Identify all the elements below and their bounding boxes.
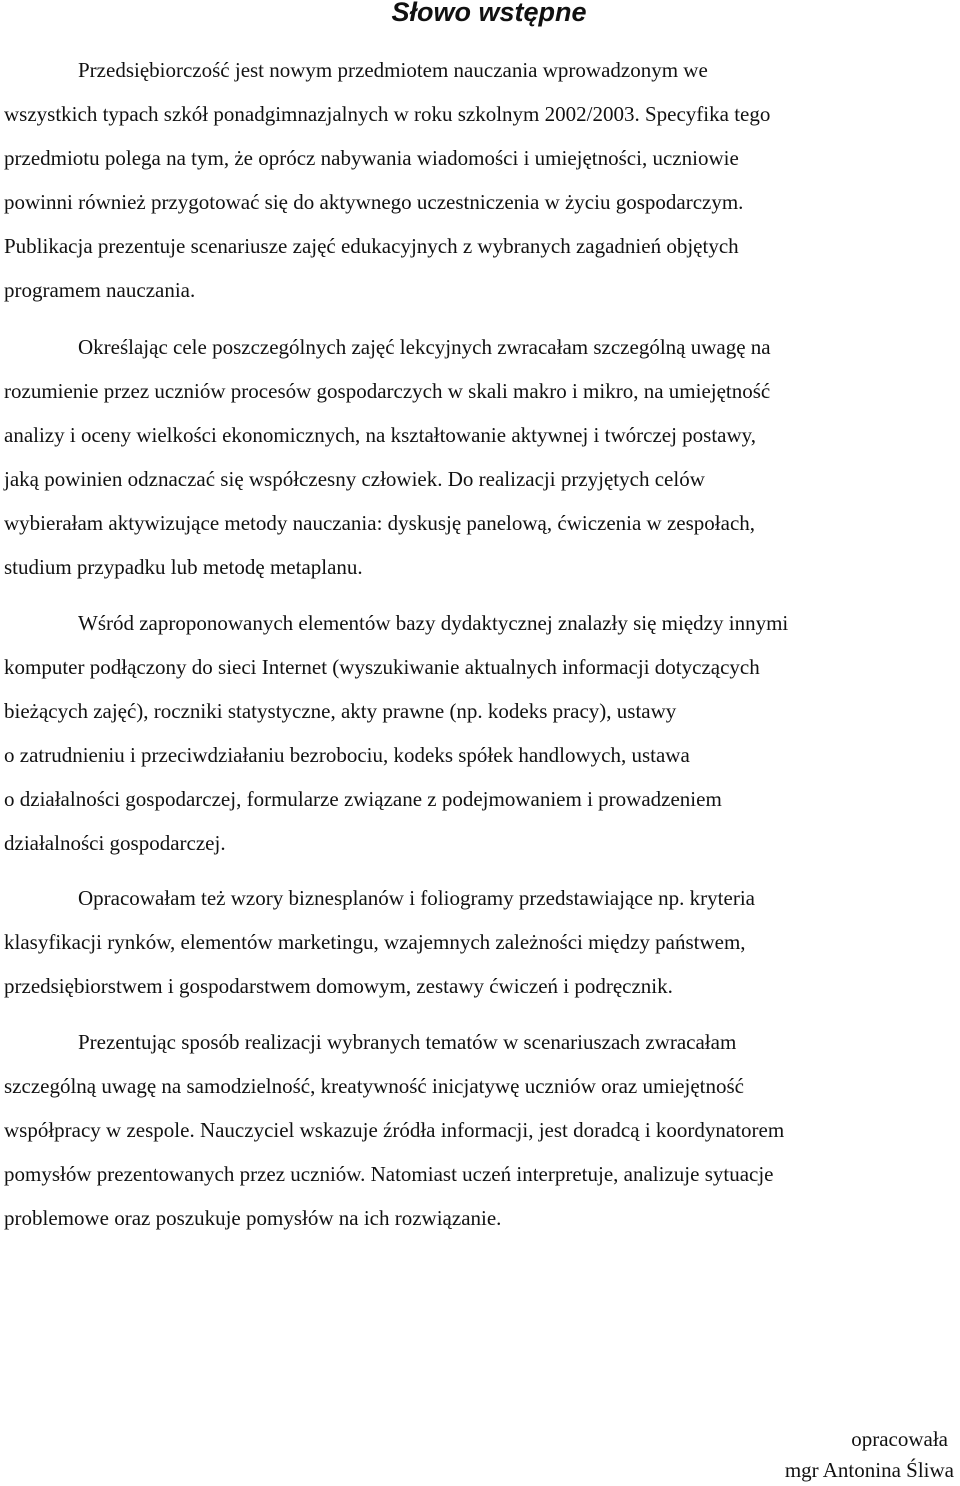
text-line: bieżących zajęć), roczniki statystyczne, akty prawne (np. kodeks pracy), ustawy (4, 699, 677, 723)
text-line: Publikacja prezentuje scenariusze zajęć edukacyjnych z wybranych zagadnień objętych (4, 234, 739, 258)
signature-role: opracowała (851, 1427, 948, 1451)
text-line: powinni również przygotować się do aktywnego uczestniczenia w życiu gospodarczym. (4, 190, 744, 214)
text-line: Określając cele poszczególnych zajęć lekcyjnych zwracałam szczególną uwagę na (78, 335, 771, 359)
text-line: przedmiotu polega na tym, że oprócz nabywania wiadomości i umiejętności, uczniowie (4, 146, 739, 170)
paragraph-4 (4, 876, 954, 1008)
paragraph-2 (4, 325, 954, 589)
text-line: wybierałam aktywizujące metody nauczania: dyskusję panelową, ćwiczenia w zespołach, (4, 511, 756, 535)
text-line: Opracowałam też wzory biznesplanów i foliogramy przedstawiające np. kryteria (78, 886, 755, 910)
text-line: przedsiębiorstwem i gospodarstwem domowym, zestawy ćwiczeń i podręcznik. (4, 974, 673, 998)
text-line: studium przypadku lub metodę metaplanu. (4, 555, 363, 579)
text-line: jaką powinien odznaczać się współczesny człowiek. Do realizacji przyjętych celów (4, 467, 705, 491)
text-line: współpracy w zespole. Nauczyciel wskazuje źródła informacji, jest doradcą i koordynatorem (4, 1118, 785, 1142)
text-line: klasyfikacji rynków, elementów marketingu, wzajemnych zależności między państwem, (4, 930, 746, 954)
text-line: szczególną uwagę na samodzielność, kreatywność inicjatywę uczniów oraz umiejętność (4, 1074, 744, 1098)
text-line: analizy i oceny wielkości ekonomicznych, na kształtowanie aktywnej i twórczej postawy, (4, 423, 757, 447)
text-line: Prezentując sposób realizacji wybranych tematów w scenariuszach zwracałam (78, 1030, 737, 1054)
text-line: działalności gospodarczej. (4, 831, 226, 855)
paragraph-1 (4, 48, 954, 312)
text-line: o zatrudnieniu i przeciwdziałaniu bezrobociu, kodeks spółek handlowych, ustawa (4, 743, 690, 767)
text-line: rozumienie przez uczniów procesów gospodarczych w skali makro i mikro, na umiejętność (4, 379, 771, 403)
text-line: wszystkich typach szkół ponadgimnazjalnych w roku szkolnym 2002/2003. Specyfika tego (4, 102, 771, 126)
paragraph-5 (4, 1020, 954, 1240)
text-line: problemowe oraz poszukuje pomysłów na ich rozwiązanie. (4, 1206, 502, 1230)
text-line: programem nauczania. (4, 278, 196, 302)
text-line: o działalności gospodarczej, formularze związane z podejmowaniem i prowadzeniem (4, 787, 722, 811)
paragraph-3 (4, 601, 954, 865)
text-line: komputer podłączony do sieci Internet (wyszukiwanie aktualnych informacji dotyczących (4, 655, 760, 679)
signature-block (785, 1424, 954, 1486)
text-line: Wśród zaproponowanych elementów bazy dydaktycznej znalazły się między innymi (78, 611, 789, 635)
text-line: Przedsiębiorczość jest nowym przedmiotem nauczania wprowadzonym we (78, 58, 708, 82)
text-line: pomysłów prezentowanych przez uczniów. Natomiast uczeń interpretuje, analizuje sytuacje (4, 1162, 774, 1186)
signature-name: mgr Antonina Śliwa (784, 1458, 954, 1482)
document-title: Słowo wstępne (391, 0, 587, 27)
